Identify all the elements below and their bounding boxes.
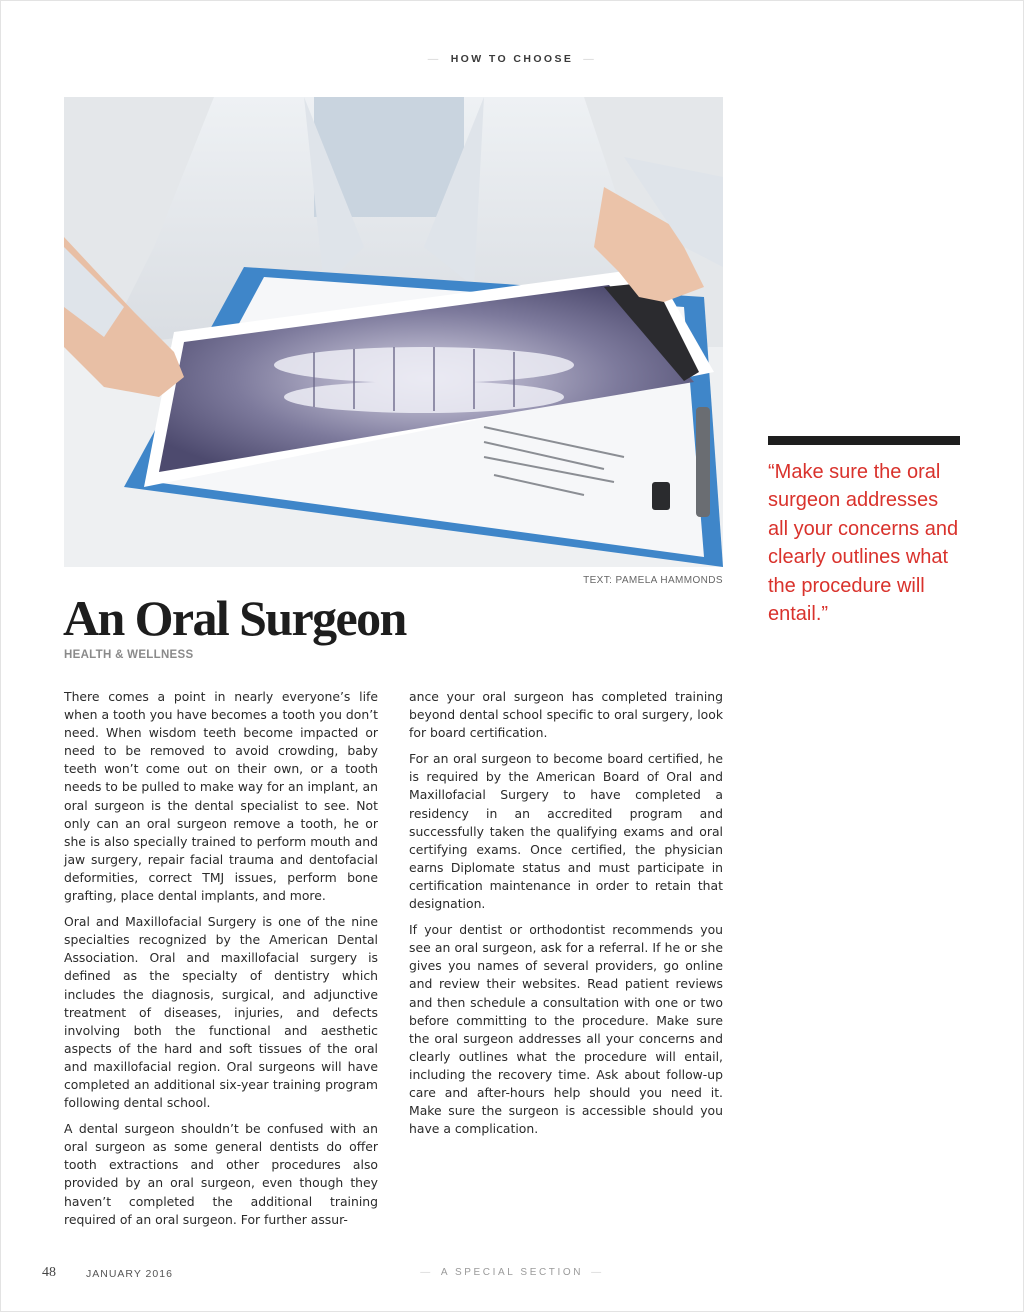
section-label-text: HOW TO CHOOSE: [450, 53, 574, 65]
body-column-left: [64, 688, 378, 1237]
paragraph: ance your oral surgeon has completed training beyond dental school specific to oral surgery, look for board certification.: [409, 689, 723, 741]
pull-quote: “Make sure the oral surgeon addresses all your concerns and clearly outlines what the procedure will entail.”: [768, 461, 959, 626]
category-label: HEALTH & WELLNESS: [64, 649, 194, 661]
paragraph: If your dentist or orthodontist recommends you see an oral surgeon, ask for a referral. If he or she gives you names of several providers, go online and review their websites. Read patient reviews and then schedule a consultation with one or two before committing to the procedure. Make sure the oral surgeon addresses all your concerns and clearly outlines what the procedure will entail, including the recovery time. Ask about follow-up care and after-hours help should you need it. Make sure the surgeon is accessible should you have a complication.: [409, 922, 723, 1137]
footer-section-label: — A SPECIAL SECTION —: [420, 1267, 604, 1278]
xray-photo-illustration: [64, 97, 723, 567]
pull-quote-bar: [768, 436, 960, 445]
section-label: — HOW TO CHOOSE —: [427, 53, 597, 65]
paragraph: For an oral surgeon to become board certified, he is required by the American Board of Oral and Maxillofacial Surgery to have completed a residency in an accredited program and successfully taken the qualifying exams and oral certifying exams. Once certified, the physician earns Diplomate status and must participate in certification maintenance in order to retain that designation.: [409, 751, 723, 912]
page-number: 48: [42, 1265, 56, 1280]
issue-date: JANUARY 2016: [86, 1268, 173, 1280]
article-title: An Oral Surgeon: [63, 590, 406, 646]
paragraph: There comes a point in nearly everyone’s life when a tooth you have becomes a tooth you don’t need. When wisdom teeth become impacted or need to be removed to avoid crowding, baby teeth won’t come out on their own, or a tooth needs to be pulled to make way for an implant, an oral surgeon is the dental specialist to see. Not only can an oral surgeon remove a tooth, he or she is also specially trained to perform mouth and jaw surgery, repair facial trauma and dentofacial deformities, correct TMJ issues, perform bone grafting, place dental implants, and more.: [64, 689, 378, 904]
author-credit: TEXT: PAMELA HAMMONDS: [583, 575, 723, 586]
footer-section-text: A SPECIAL SECTION: [440, 1267, 584, 1278]
paragraph: Oral and Maxillofacial Surgery is one of the nine specialties recognized by the American Dental Association. Oral and maxillofacial surgery is defined as the specialty of dentistry which includes the diagnosis, surgical, and adjunctive treatment of diseases, injuries, and defects involving both the functional and aesthetic aspects of the hard and soft tissues of the oral and maxillofacial region. Oral surgeons will have completed an additional six-year training program following dental school.: [64, 914, 378, 1111]
hero-photo: [64, 97, 723, 567]
paragraph: A dental surgeon shouldn’t be confused with an oral surgeon as some general dentists do offer tooth extractions and other procedures also provided by an oral surgeon, even though they haven’t completed the additional training required of an oral surgeon. For further assur-: [64, 1121, 378, 1227]
body-column-right: [409, 688, 723, 1146]
